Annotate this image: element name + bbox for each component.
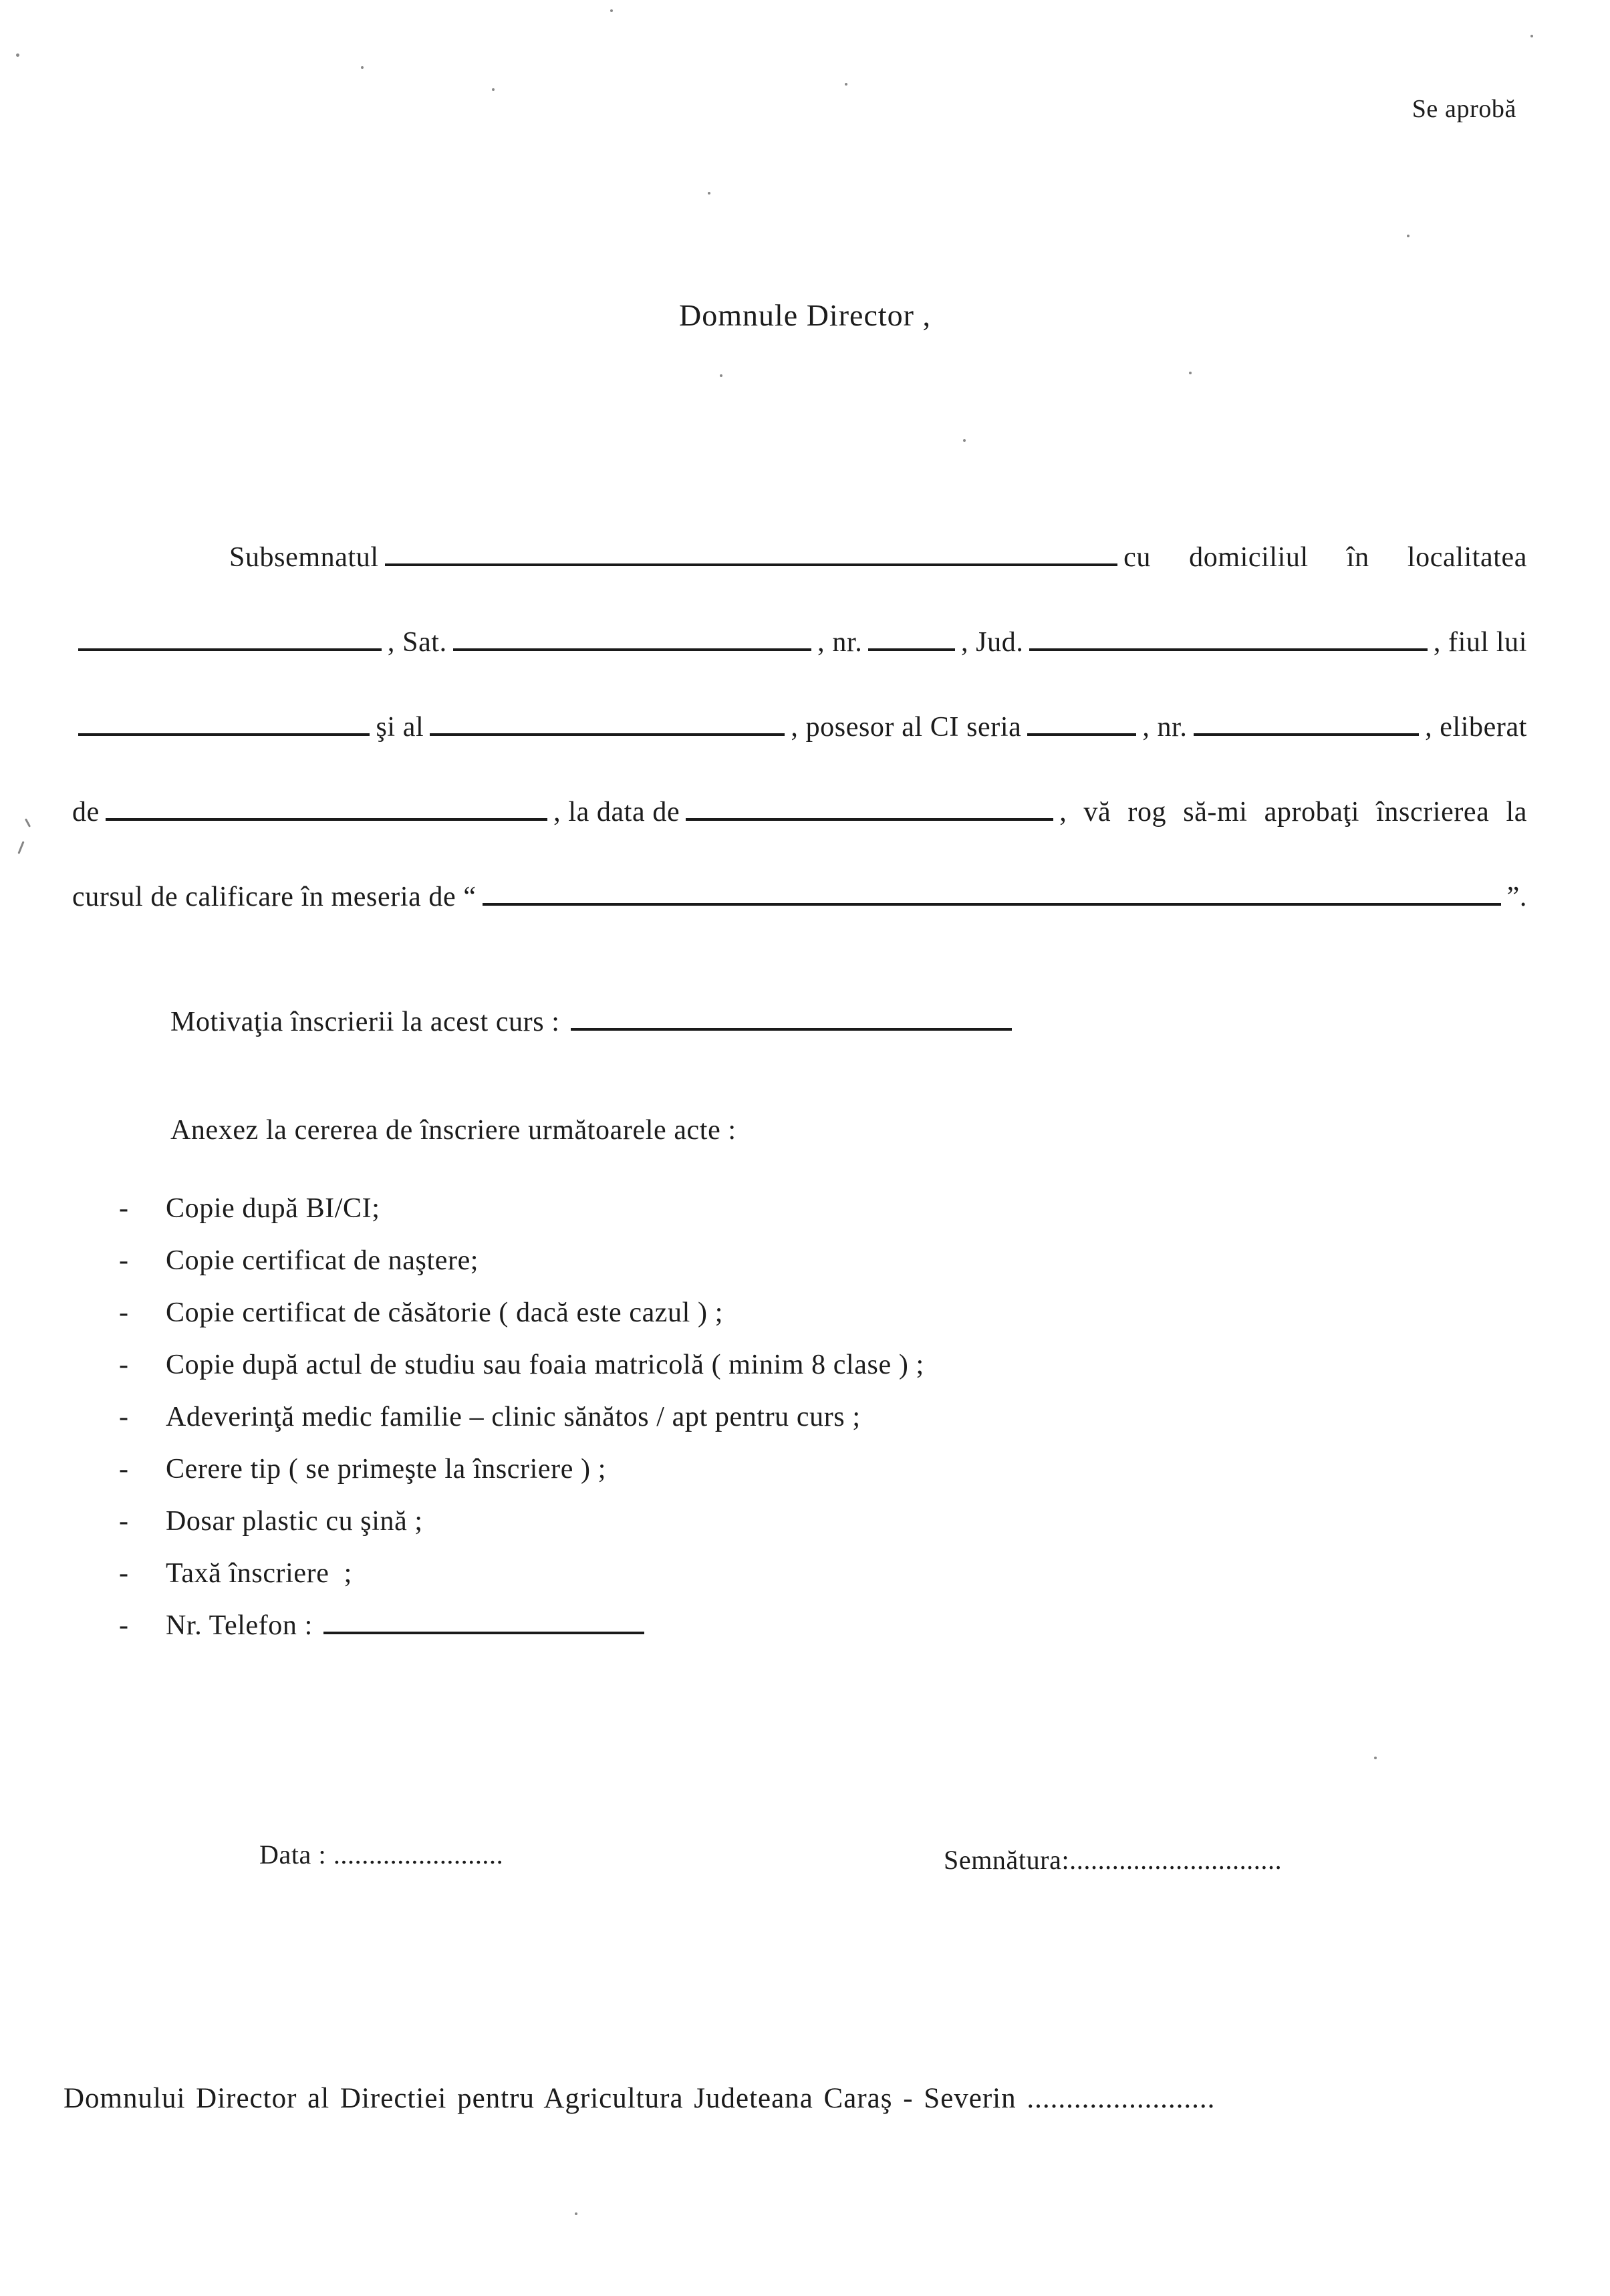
form-text: , Jud.: [960, 627, 1024, 658]
signature-label: Semnătura:..............................: [944, 1845, 1283, 1875]
bullet-dash: -: [119, 1454, 129, 1485]
addressee-line: Domnului Director al Directiei pentru Agricultura Judeteana Caraş - Severin ........................: [63, 2083, 1216, 2114]
scan-speck: [708, 192, 710, 195]
blank-fill-line: [1027, 727, 1136, 736]
form-text: de: [72, 797, 100, 827]
annex-item-text: Copie după actul de studiu sau foaia matricolă ( minim 8 clase ) ;: [166, 1350, 924, 1380]
scan-speck: [16, 53, 19, 57]
motivation-line: [170, 1006, 1018, 1038]
blank-fill-line: [868, 642, 955, 651]
annex-item: [119, 1245, 1527, 1297]
form-text: , vă rog să-mi aprobaţi înscrierea la: [1059, 797, 1527, 827]
form-line: [72, 796, 1527, 881]
form-text: ”.: [1506, 882, 1527, 912]
form-text: , posesor al CI seria: [791, 712, 1022, 743]
form-text: şi al: [376, 712, 424, 743]
bullet-dash: -: [119, 1506, 129, 1537]
scan-speck: [610, 9, 613, 12]
blank-fill-line: [106, 811, 547, 821]
phone-blank-line: [323, 1625, 644, 1634]
form-line: [72, 541, 1527, 626]
annex-item: [119, 1557, 1527, 1610]
annex-item-text: Cerere tip ( se primeşte la înscriere ) ;: [166, 1454, 606, 1485]
form-text: , nr.: [817, 627, 863, 658]
scan-speck: [720, 374, 722, 377]
scan-tick-mark: [25, 818, 31, 827]
annex-item-text: Taxă înscriere ;: [166, 1558, 352, 1589]
date-label: Data : ........................: [259, 1839, 504, 1870]
form-text: , Sat.: [387, 627, 447, 658]
scan-speck: [1374, 1757, 1377, 1759]
form-text: Subsemnatul: [229, 542, 379, 573]
annex-item: [119, 1349, 1527, 1401]
form-text: , fiul lui: [1433, 627, 1527, 658]
annex-item-text: Nr. Telefon :: [166, 1610, 313, 1641]
scan-speck: [845, 83, 847, 86]
form-text: , nr.: [1142, 712, 1188, 743]
annex-item: [119, 1453, 1527, 1505]
bullet-dash: -: [119, 1193, 129, 1224]
scan-speck: [492, 88, 495, 91]
annex-item-text: Copie certificat de naştere;: [166, 1245, 479, 1276]
annex-item-text: Copie certificat de căsătorie ( dacă este cazul ) ;: [166, 1297, 723, 1328]
scan-tick-mark: [17, 841, 24, 854]
form-text: cu domiciliul în localitatea: [1123, 542, 1527, 573]
annex-item-text: Dosar plastic cu şină ;: [166, 1506, 423, 1537]
annex-item: [119, 1192, 1527, 1245]
form-text: , la data de: [553, 797, 680, 827]
page-title: Domnule Director ,: [679, 298, 931, 332]
form-text: , eliberat: [1425, 712, 1527, 743]
blank-fill-line: [385, 557, 1118, 566]
blank-fill-line: [686, 811, 1053, 821]
blank-fill-line: [78, 642, 382, 651]
annex-heading: Anexez la cererea de înscriere următoarele acte :: [170, 1115, 736, 1146]
scan-speck: [575, 2212, 577, 2215]
scan-speck: [361, 66, 364, 69]
annex-item-text: Adeverinţă medic familie – clinic sănătos / apt pentru curs ;: [166, 1402, 861, 1432]
annex-item: [119, 1401, 1527, 1453]
bullet-dash: -: [119, 1297, 129, 1328]
annex-item: [119, 1610, 1527, 1662]
scan-speck: [1189, 372, 1192, 374]
blank-fill-line: [1194, 727, 1420, 736]
motivation-label: Motivaţia înscrierii la acest curs :: [170, 1007, 560, 1037]
scan-speck: [963, 439, 966, 442]
form-line: [72, 626, 1527, 711]
form-line: [72, 881, 1527, 966]
bullet-dash: -: [119, 1245, 129, 1276]
form-line: [72, 711, 1527, 796]
blank-fill-line: [430, 727, 785, 736]
form-text: cursul de calificare în meseria de “: [72, 882, 477, 912]
bullet-dash: -: [119, 1610, 129, 1641]
blank-fill-line: [453, 642, 811, 651]
blank-fill-line: [483, 896, 1501, 906]
bullet-dash: -: [119, 1350, 129, 1380]
scan-speck: [1407, 235, 1410, 237]
annex-item: [119, 1297, 1527, 1349]
blank-fill-line: [1029, 642, 1427, 651]
scan-speck: [1530, 35, 1533, 37]
blank-fill-line: [78, 727, 370, 736]
bullet-dash: -: [119, 1558, 129, 1589]
annex-list: [119, 1192, 1527, 1662]
annex-item: [119, 1505, 1527, 1557]
bullet-dash: -: [119, 1402, 129, 1432]
motivation-blank-line: [571, 1021, 1012, 1031]
approval-label: Se aprobă: [1412, 95, 1516, 123]
annex-item-text: Copie după BI/CI;: [166, 1193, 380, 1224]
request-paragraph: [72, 541, 1527, 966]
